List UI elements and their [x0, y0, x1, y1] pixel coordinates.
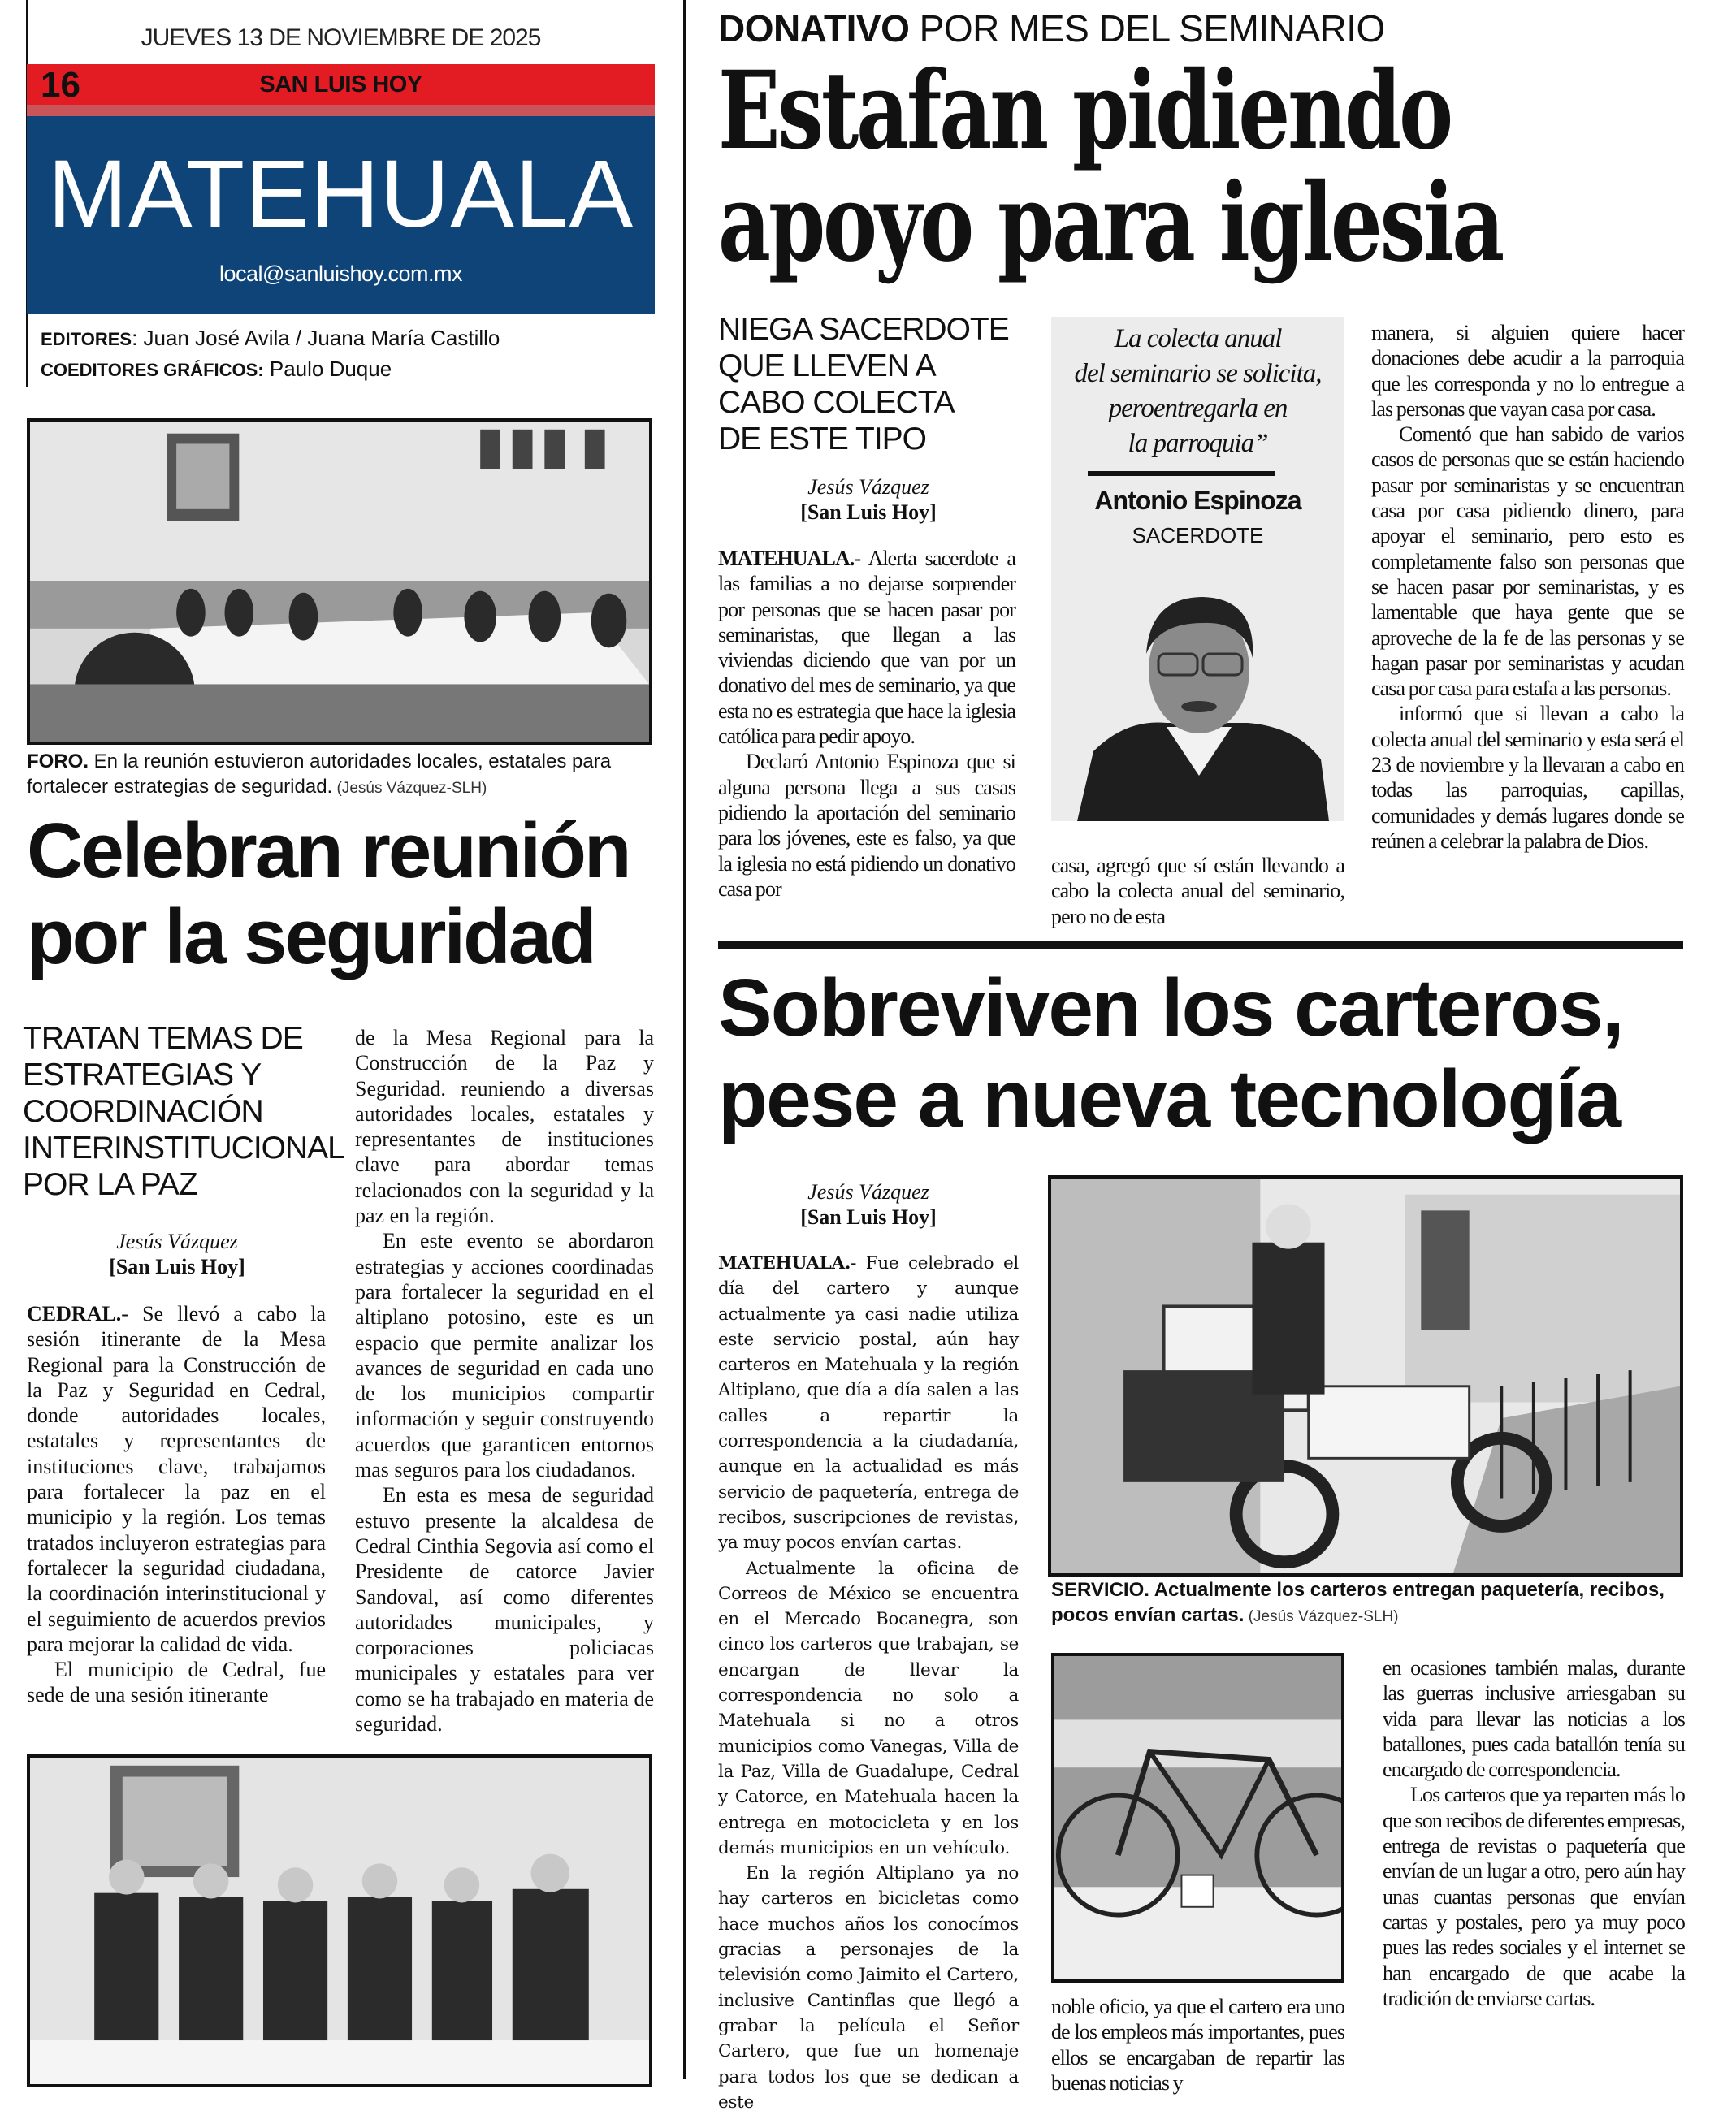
headline-line: Estafan pidiendo: [718, 48, 1452, 174]
article-column: [1371, 320, 1684, 854]
paragraph: - Se llevó a cabo la sesión itinerante de la Mesa Regional para la Construcción de la Paz y Seguridad en Cedral, donde autoridades locales, estatales y representantes de instituciones clave, trabajamos para fortalecer la paz en el municipio y la región. Los temas tratados incluyeron estrategias para fortalecer la seguridad ciudadana, la coordinación interinstitucional y el seguimiento de acuerdos previos para mejorar la calidad de vida.: [27, 1302, 326, 1656]
officials-group-photo: [27, 1754, 652, 2087]
subhead-line: QUE LLEVEN A: [718, 348, 936, 383]
headline-line: apoyo para iglesia: [718, 160, 1503, 286]
dateline: MATEHUALA.: [718, 547, 855, 570]
caption-text: Actualmente los carteros entregan paquetería, recibos, pocos envían cartas.: [1051, 1579, 1665, 1626]
caption-lead: SERVICIO.: [1051, 1579, 1149, 1601]
dateline: CEDRAL.: [27, 1302, 122, 1326]
headline-carteros: [718, 962, 1623, 1144]
paragraph: Los carteros que ya reparten más lo que son recibos de diferentes empresas, entrega de revistas o paquetería que envían de un lugar a otro, pero aún hay unas cuantas personas que envían cartas y postales, pero ya muy poco pues las redes sociales y el internet se han encargado de que acabe la tradición de enviarse cartas.: [1383, 1783, 1685, 2010]
paragraph: - Fue celebrado el día del cartero y aunque actualmente ya casi nadie utiliza este servicio postal, aún hay carteros en Matehuala y la región Altiplano, que día a día salen a las calles a repartir la correspondencia a la ciudadanía, aunque en la actualidad es más servicio de paquetería, entrega de recibos, suscripciones de revistas, ya muy pocos envían cartas.: [718, 1253, 1019, 1554]
kicker: [718, 6, 1385, 50]
subhead-line: TRATAN TEMAS DE: [23, 1021, 303, 1056]
photo-credit: (Jesús Vázquez-SLH): [1244, 1608, 1399, 1625]
paragraph: Comentó que han sabido de varios casos de personas que se están haciendo pasar por seminaristas y se encuentran casa por casa pidiendo dinero, para apoyar el seminario, pero esto es completamente falso son personas que se hacen pasar por seminaristas, y es lamentable que haya gente que se aproveche de la fe de las personas y se hagan pasar por seminaristas y acudan casa por casa para estafa a las personas.: [1371, 422, 1684, 701]
paragraph: de la Mesa Regional para la Construcción de la Paz y Seguridad. reuniendo a diversas autoridades locales, estatales y representantes de instituciones clave para abordar temas relacionados con la seguridad y la paz en la región.: [355, 1026, 654, 1228]
headline-line: Celebran reunión: [27, 807, 630, 894]
paragraph: En esta es mesa de seguridad estuvo presente la alcaldesa de Cedral Cinthia Segovia así como el Presidente de catorce Javier Sandoval, así como diferentes autoridades municipales, y corporaciones policiacas municipales y estatales para ver como se ha trabajado en materia de seguridad.: [355, 1483, 654, 1737]
pull-quote: [1051, 322, 1344, 461]
page-number: 16: [41, 65, 80, 105]
section-title: MATEHUALA: [47, 141, 634, 248]
outlet-name: [San Luis Hoy]: [109, 1255, 245, 1278]
outlet-name: [San Luis Hoy]: [800, 500, 937, 524]
mail-carrier-motorcycle-photo: [1048, 1175, 1683, 1577]
paragraph: informó que si llevan a cabo la colecta anual del seminario y esta será el 23 de noviembre y la llevaran a cabo en todas las parroquias, capillas, comunidades y demás lugares donde se reúnen a celebrar la palabra de Dios.: [1371, 702, 1684, 853]
editors-names: : Juan José Avila / Juana María Castillo: [132, 326, 500, 350]
paragraph: noble oficio, ya que el cartero era uno de los empleos más importantes, pues ellos se encargaban de repartir las buenas noticias y: [1051, 1995, 1344, 2095]
graphic-editors-names: Paulo Duque: [263, 357, 392, 381]
paragraph: Actualmente la oficina de Correos de México se encuentra en el Mercado Bocanegra, son cinco los carteros que trabajan, se encargan de llevar la correspondencia no solo a Matehuala si no a otros municipios como Vanegas, Villa de la Paz, Villa de Guadalupe, Cedral y Catorce, en Matehuala hacen la entrega en motocicleta y en los demás municipios en un vehículo.: [718, 1558, 1019, 1858]
headline-seguridad: [27, 808, 629, 980]
meeting-photo: [27, 418, 652, 745]
quote-line: peroentregarla en: [1108, 394, 1288, 423]
issue-date: JUEVES 13 DE NOVIEMBRE DE 2025: [141, 24, 541, 51]
graphic-editors-label: COEDITORES GRÁFICOS:: [41, 360, 264, 380]
priest-portrait: [1061, 564, 1339, 821]
subhead-line: COORDINACIÓN: [23, 1094, 263, 1129]
author-name: Jesús Vázquez: [807, 475, 929, 499]
article-column: [1051, 1994, 1344, 2096]
article-column: [718, 1251, 1019, 2115]
headline-line: por la seguridad: [27, 893, 595, 980]
section-email[interactable]: local@sanluishoy.com.mx: [219, 262, 462, 286]
byline: [718, 474, 1019, 525]
headline-line: Sobreviven los carteros,: [718, 962, 1623, 1053]
caption-lead: FORO.: [27, 750, 89, 772]
caption-text: En la reunión estuvieron autoridades locales, estatales para fortalecer estrategias de seguridad.: [27, 750, 612, 798]
article-column: [355, 1025, 654, 1737]
subhead-line: ESTRATEGIAS Y: [23, 1058, 262, 1092]
paragraph: manera, si alguien quiere hacer donaciones debe acudir a la parroquia que les corresponda y no lo entregue a las personas que vayan casa por casa.: [1371, 321, 1684, 421]
kicker-bold: DONATIVO: [718, 7, 910, 50]
paragraph: Declaró Antonio Espinoza que si alguna persona llega a sus casas pidiendo la aportación del seminario para los jóvenes, este es falso, ya que la iglesia no está pidiendo un donativo casa por: [718, 750, 1015, 901]
quote-rule: [1088, 471, 1275, 476]
subhead-line: INTERINSTITUCIONAL: [23, 1131, 344, 1166]
article-column: [1383, 1655, 1685, 2011]
photo-credit: (Jesús Vázquez-SLH): [332, 780, 487, 797]
byline: [718, 1179, 1019, 1230]
subhead-line: NIEGA SACERDOTE: [718, 312, 1009, 347]
pull-quote-box: [1051, 317, 1344, 821]
kicker-text: POR MES DEL SEMINARIO: [909, 7, 1385, 50]
author-name: Jesús Vázquez: [116, 1230, 238, 1253]
motorcycle-photo-caption: [1051, 1577, 1693, 1629]
subheadline-sacerdote: [718, 311, 1009, 457]
headline-line: pese a nueva tecnología: [718, 1053, 1620, 1144]
paragraph: casa, agregó que sí están llevando a cabo la colecta anual del seminario, pero no de esta: [1051, 854, 1344, 928]
article-column: [718, 546, 1015, 902]
section-divider-rule: [718, 941, 1683, 949]
author-name: Jesús Vázquez: [807, 1180, 929, 1204]
article-column: [27, 1301, 326, 1708]
quote-line: la parroquia”: [1128, 429, 1268, 458]
meeting-photo-caption: [27, 749, 656, 801]
paragraph: - Alerta sacerdote a las familias a no dejarse sorprender por personas que se hacen pasar por seminaristas, que llegan a las viviendas diciendo que van por un donativo del mes de seminario, ya que esta no es estrategia que hace la iglesia católica para pedir apoyo.: [718, 547, 1015, 749]
quote-line: del seminario se solicita,: [1074, 359, 1322, 388]
quote-line: La colecta anual: [1114, 324, 1282, 353]
editors-label: EDITORES: [41, 329, 132, 349]
paragraph: En la región Altiplano ya no hay carteros en bicicletas como hace muchos años los conocímos gracias a personajes de la televisión como Jaimito el Cartero, inclusive Cantinflas que llegó a grabar la película el Señor Cartero, que fue un homenaje para todos los que se dedican a este: [718, 1863, 1019, 2113]
subhead-line: CABO COLECTA: [718, 385, 955, 420]
paragraph: En este evento se abordaron estrategias y acciones coordinadas para fortalecer la seguridad en el altiplano potosino, este es un espacio que permite analizar los avances de seguridad en cada uno de los municipios compartir información y seguir construyendo acuerdos que garanticen entornos mas seguros para los ciudadanos.: [355, 1229, 654, 1482]
article-column: [1051, 853, 1344, 929]
headline-estafan: [718, 48, 1503, 286]
outlet-name: [San Luis Hoy]: [800, 1205, 937, 1229]
byline: [27, 1229, 327, 1279]
antique-bicycle-photo: [1051, 1653, 1344, 1983]
subheadline-seguridad: [23, 1020, 344, 1203]
masthead-stripe: [27, 105, 655, 116]
paragraph: en ocasiones también malas, durante las guerras inclusive arriesgaban su vida para llevar las noticias a los batallones, pues cada batallón tenía su encargado de correspondencia.: [1383, 1656, 1685, 1782]
column-divider: [683, 0, 686, 2079]
subhead-line: POR LA PAZ: [23, 1167, 197, 1202]
editor-credits: [41, 323, 500, 385]
subhead-line: DE ESTE TIPO: [718, 422, 927, 456]
quote-speaker-name: Antonio Espinoza: [1094, 486, 1301, 515]
quote-speaker-role: SACERDOTE: [1132, 523, 1264, 547]
paragraph: El municipio de Cedral, fue sede de una sesión itinerante: [27, 1658, 326, 1707]
dateline: MATEHUALA.: [718, 1253, 851, 1274]
publication-name: SAN LUIS HOY: [259, 71, 422, 97]
